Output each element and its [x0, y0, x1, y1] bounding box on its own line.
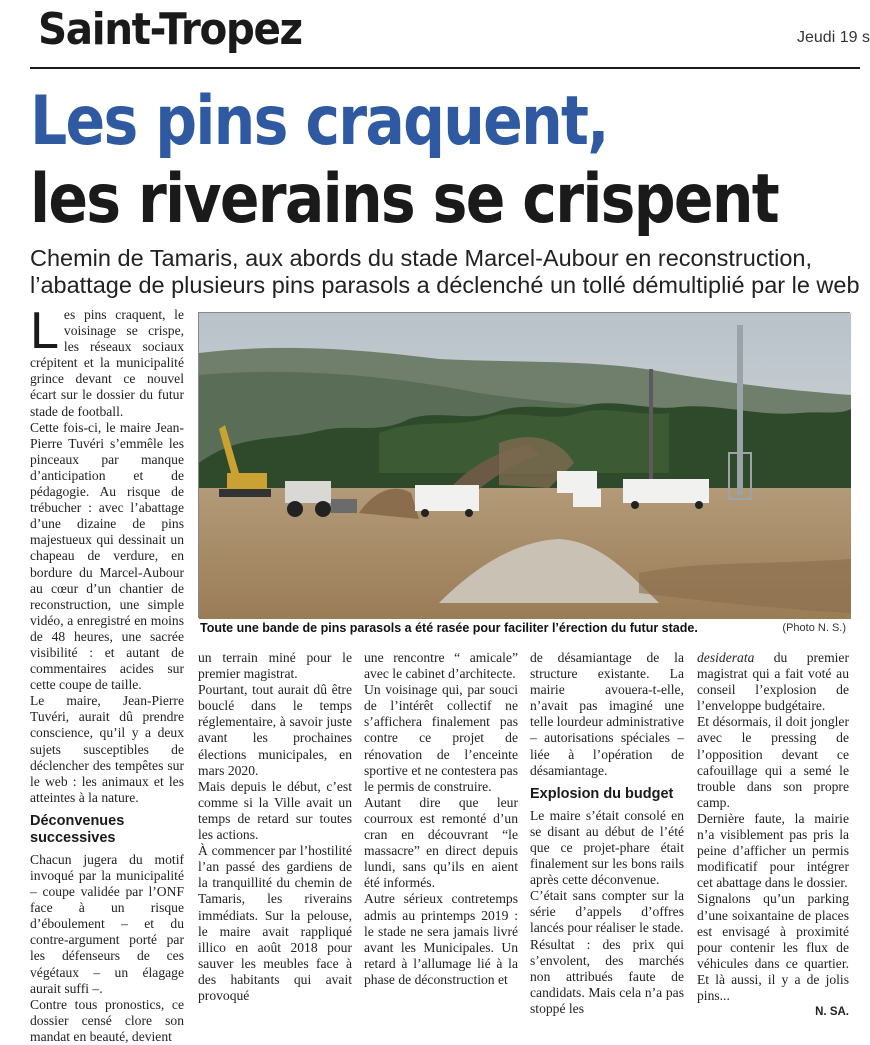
- subheading: Déconvenues successives: [30, 812, 125, 846]
- standfirst-line-2: l’abattage de plusieurs pins parasols a déclenché un tollé démultiplié par le web: [30, 272, 860, 298]
- paragraph: Autre sérieux contretemps admis au printemps 2019 : le stade ne sera jamais livré avant les Municipales. Un retard à l’allumage lié à la phase de déconstruction et: [364, 891, 518, 987]
- photo-caption: Toute une bande de pins parasols a été rasée pour faciliter l’érection du futur stade.: [200, 621, 698, 635]
- paragraph: Résultat : des prix qui s’envolent, des marchés non attribués faute de candidats. Mais cela n’a pas stoppé les: [530, 936, 684, 1016]
- standfirst-line-1: Chemin de Tamaris, aux abords du stade Marcel-Aubour en reconstruction,: [30, 245, 812, 271]
- text-column-2: [198, 650, 352, 1004]
- issue-date: Jeudi 19 s: [797, 29, 870, 46]
- paragraph: Le maire s’était consolé en se disant au début de l’été que ce projet-phare était finalement sur les bons rails après cette déconvenue.: [530, 807, 684, 888]
- paragraph: un terrain miné pour le premier magistrat.: [198, 650, 352, 682]
- drop-cap: L: [30, 302, 59, 360]
- mast: [737, 325, 743, 495]
- headline-line-1: Les pins craquent,: [30, 82, 608, 161]
- headline-line-2: les riverains se crispent: [30, 160, 778, 239]
- author-signature: N. SA.: [815, 1006, 849, 1019]
- photo-credit: (Photo N. S.): [782, 622, 846, 634]
- paragraph: C’était sans compter sur la série d’appels d’offres lancés pour réaliser le stade.: [530, 888, 684, 936]
- paragraph: Cette fois-ci, le maire Jean-Pierre Tuvéri s’emmêle les pinceaux par manque d’anticipation et de pédagogie. Au risque de trébucher : avec l’abattage d’une dizaine de pins majestueux qui dessinait un chapeau de verdure, en bordure du Marcel-Aubour au cœur d’un chantier de reconstruction, une simple vidéo, a enregistré en moins de 48 heures, une sacrée visibilité : et autant de commentaires acides sur cette coupe de taille.: [30, 419, 184, 693]
- paragraph: Mais depuis le début, c’est comme si la Ville avait un temps de retard sur toutes les actions.: [198, 778, 352, 843]
- paragraph: une rencontre “ amicale” avec le cabinet d’architecte.: [364, 650, 518, 682]
- article-photo: [198, 312, 850, 618]
- paragraph: Dernière faute, la mairie n’a visiblement pas pris la peine d’afficher un permis modificatif pour intégrer cet abattage dans le dossier.: [697, 810, 849, 891]
- paragraph: Et désormais, il doit jongler avec le pressing de l’opposition devant ce cafouillage qui a semé le trouble dans son propre camp.: [697, 714, 849, 810]
- paragraph: Autant dire que leur courroux est remonté d’un cran en découvrant “le massacre” en direct depuis lundi, sans qu’ils en aient été informés.: [364, 794, 518, 891]
- paragraph: Le maire, Jean-Pierre Tuvéri, aurait dû prendre conscience, qu’il y a deux sujets susceptibles de déclencher des tempêtes sur le web : les animaux et les atteintes à la nature.: [30, 693, 184, 805]
- paragraph: Un voisinage qui, par souci de l’intérêt collectif ne s’affichera finalement pas contre ce projet de rénovation de l’enceinte sportive et ne contestera pas le permis de construire.: [364, 682, 518, 794]
- lead-paragraph: Les pins craquent, le voisinage se crispe, les réseaux sociaux crépitent et la municipalité grince devant ce nouvel écart sur le dossier du futur stade de football.: [30, 302, 184, 419]
- paragraph: Contre tous pronostics, ce dossier censé clore son mandat en beauté, devient: [30, 996, 184, 1044]
- subheading: Explosion du budget: [530, 785, 674, 802]
- text-column-1: [30, 302, 184, 1045]
- header-rule: [30, 67, 860, 69]
- text-column-5: [697, 650, 849, 1020]
- text-column-3: [364, 650, 518, 988]
- paragraph: de désamiantage de la structure existante. La mairie avouera-t-elle, n’avait pas imaginé une telle lourdeur administrative – autorisations spéciales – liée à l’opération de désamiantage.: [530, 650, 685, 778]
- page-header: [0, 0, 870, 70]
- text-column-4: [530, 650, 684, 1017]
- paragraph: Signalons qu’un parking d’une soixantaine de places est envisagé à proximité pour contenir les flux de véhicules dans ce quartier. Et là aussi, il y a de jolis pins...: [697, 891, 849, 1003]
- paragraph: Pourtant, tout aurait dû être bouclé dans le temps réglementaire, à savoir juste avant les prochaines élections municipales, en mars 2020.: [198, 682, 352, 778]
- paragraph: À commencer par l’hostilité l’an passé des gardiens de la tranquillité du chemin de Tamaris, les riverains immédiats. Sur la pelouse, le maire avait rappliqué illico en août 2018 pour sauver les meubles face à des habitants qui avait provoqué: [198, 843, 352, 1003]
- section-title: Saint-Tropez: [38, 4, 302, 55]
- paragraph: desiderata du premier magistrat qui a fait voté au conseil l’explosion de l’enveloppe budgétaire.: [697, 650, 849, 714]
- paragraph: Chacun jugera du motif invoqué par la municipalité – coupe validée par l’ONF face à un risque d’éboulement – et du contre-argument porté par les défenseurs de ces végétaux – un élagage aurait suffi –.: [30, 851, 184, 996]
